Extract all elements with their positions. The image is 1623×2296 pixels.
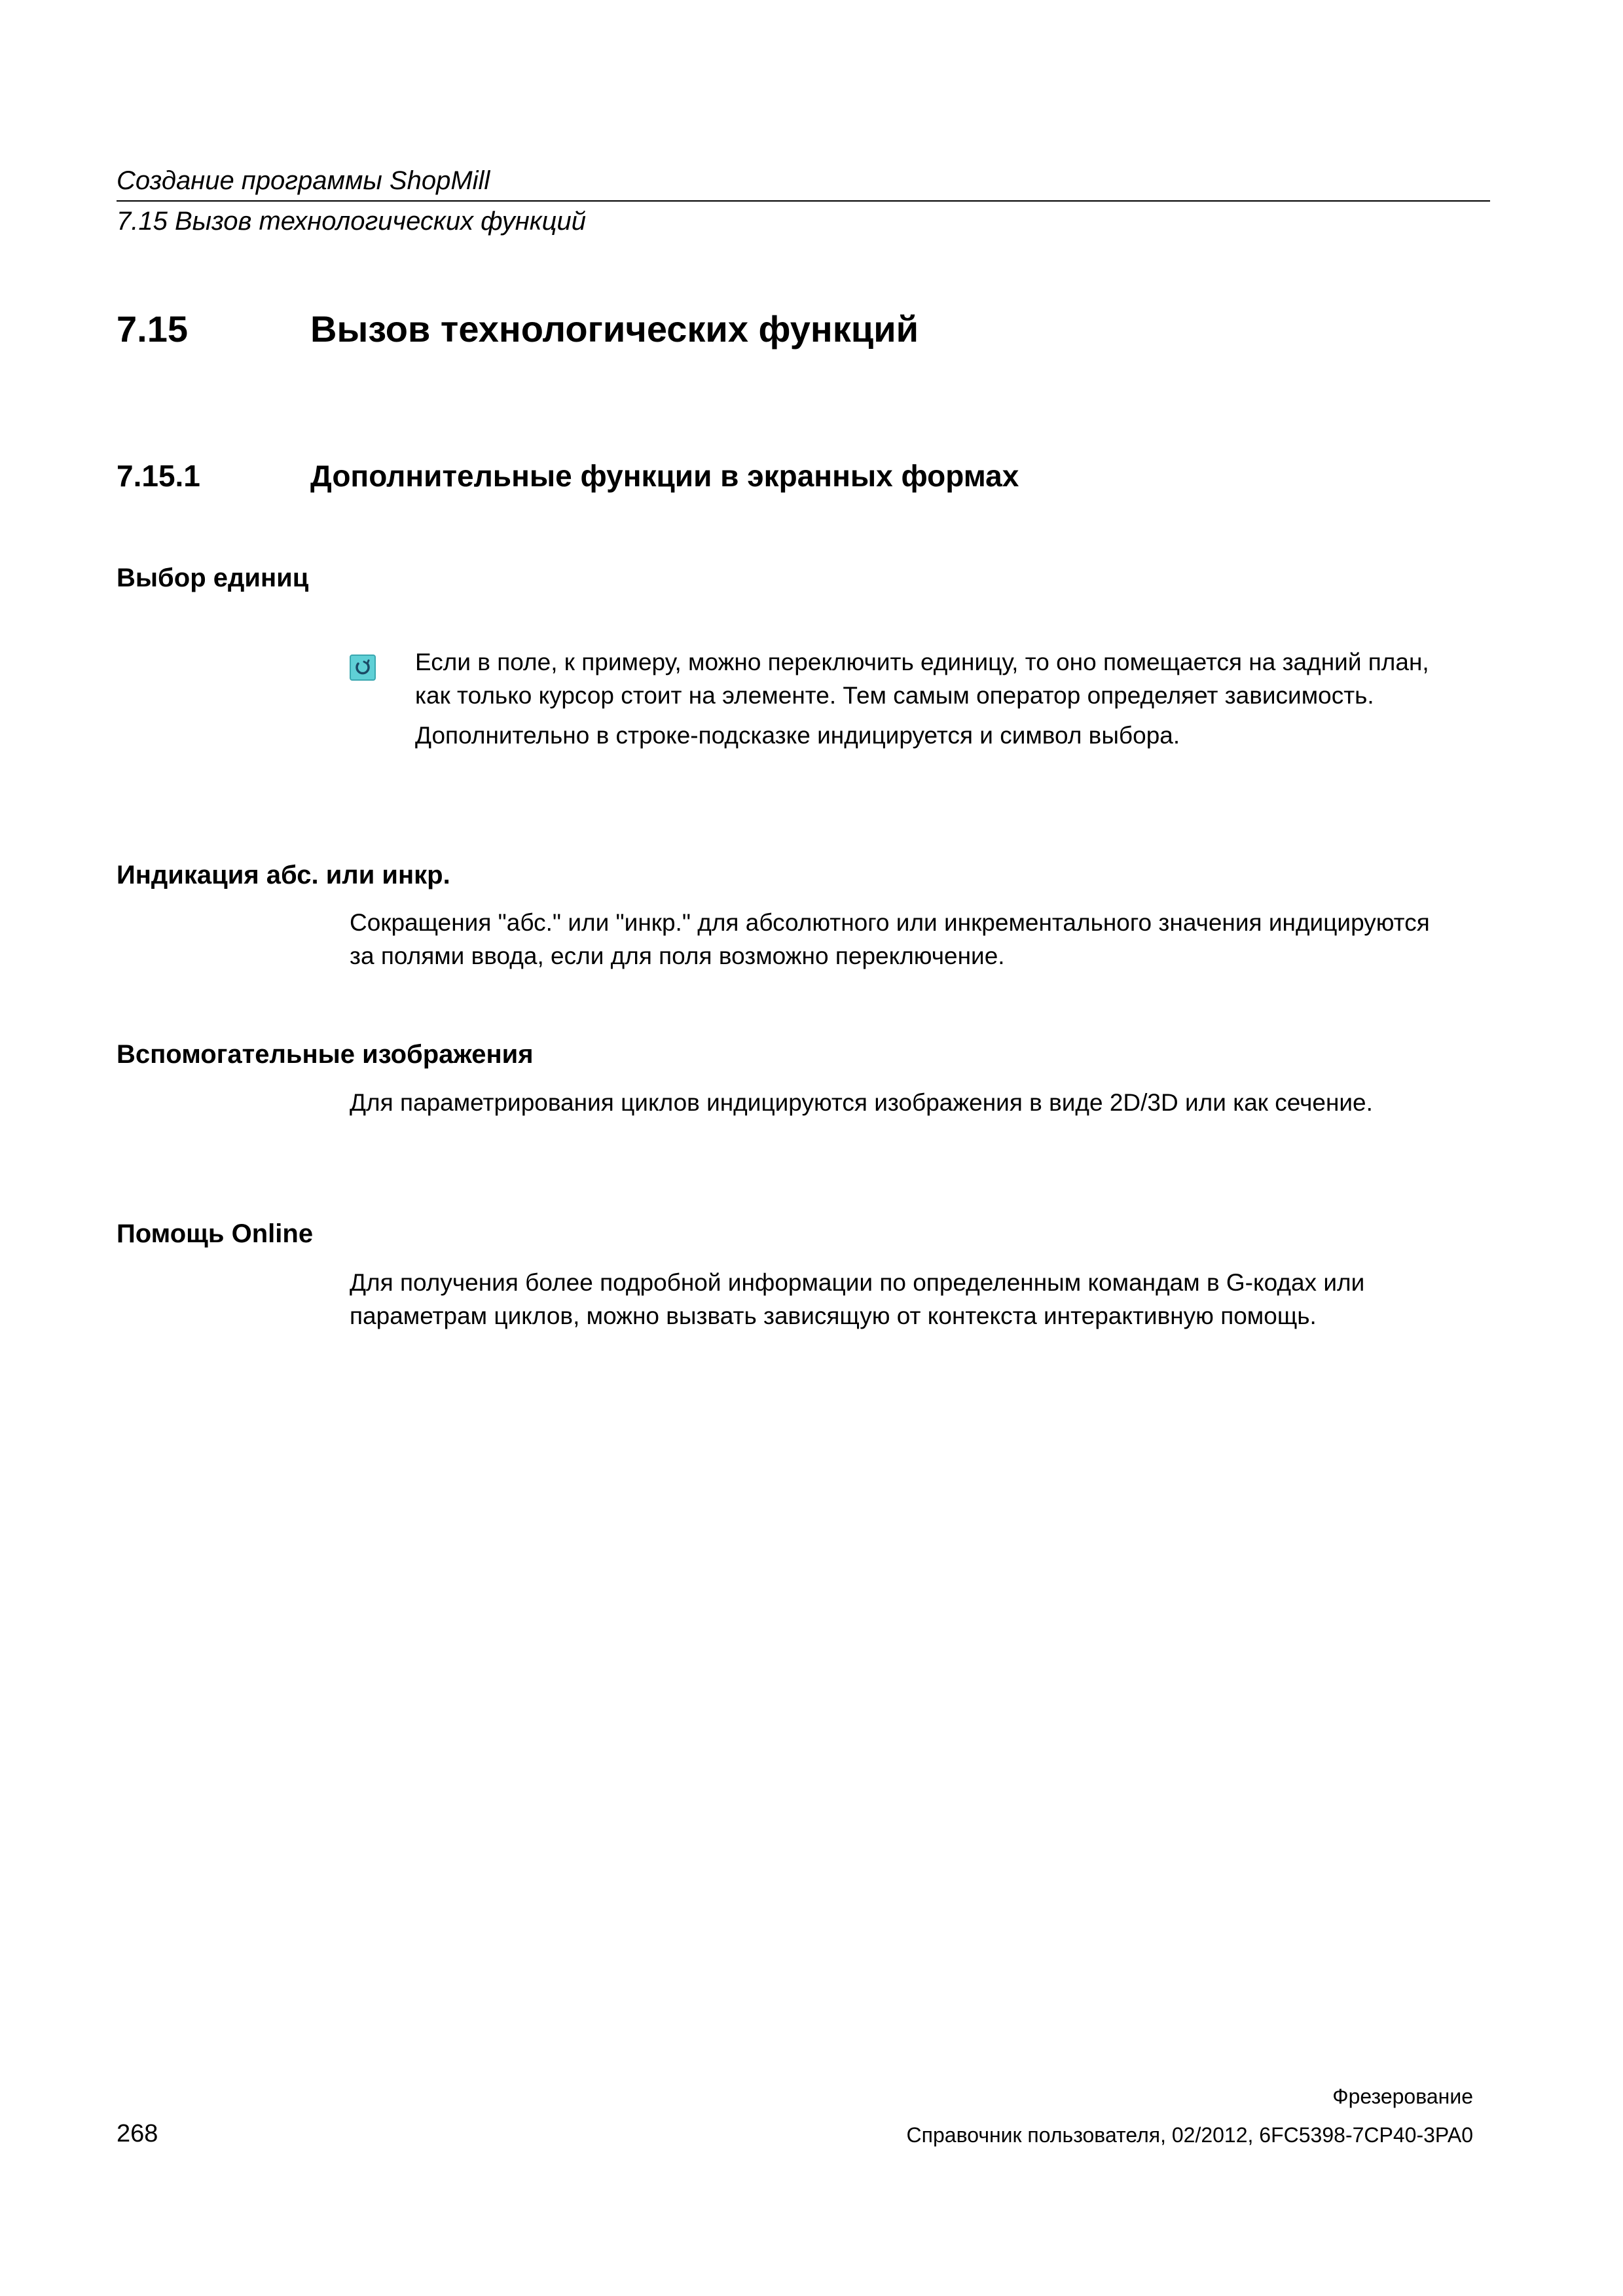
paragraph: Если в поле, к примеру, можно переключить единицу, то оно помещается на задний план, как только курсор стоит на элементе. Тем самым оператор определяет зависимость. (415, 649, 1429, 709)
page-number: 268 (117, 2120, 158, 2147)
section-number: 7.15 (117, 308, 188, 350)
footer-doc-title: Фрезерование (1332, 2085, 1473, 2108)
paragraph: Дополнительно в строке-подсказке индицируется и символ выбора. (415, 722, 1180, 749)
section-title: Вызов технологических функций (310, 308, 919, 350)
heading-online-help: Помощь Online (117, 1219, 314, 1248)
help-images-text (350, 1086, 1436, 1119)
heading-help-images: Вспомогательные изображения (117, 1040, 534, 1069)
heading-unit-selection: Выбор единиц (117, 564, 309, 592)
paragraph: Для параметрирования циклов индицируются изображения в виде 2D/3D или как сечение. (350, 1089, 1373, 1116)
footer-doc-info: Справочник пользователя, 02/2012, 6FC5398-7CP40-3PA0 (906, 2123, 1473, 2147)
unit-selection-text (415, 645, 1436, 752)
online-help-text (350, 1266, 1463, 1333)
paragraph: Сокращения "абс." или "инкр." для абсолютного или инкрементального значения индицируются за полями ввода, если для поля возможно переключение. (350, 909, 1430, 969)
running-header-section: 7.15 Вызов технологических функций (117, 207, 586, 236)
subsection-title: Дополнительные функции в экранных формах (310, 459, 1019, 493)
running-header-chapter: Создание программы ShopMill (117, 166, 490, 195)
unit-toggle-icon (350, 655, 376, 681)
heading-abs-incr: Индикация абс. или инкр. (117, 861, 450, 889)
subsection-number: 7.15.1 (117, 459, 200, 493)
paragraph: Для получения более подробной информации по определенным командам в G-кодах или параметрам циклов, можно вызвать зависящую от контекста интерактивную помощь. (350, 1269, 1365, 1329)
abs-incr-text (350, 906, 1436, 973)
header-rule (117, 200, 1490, 202)
